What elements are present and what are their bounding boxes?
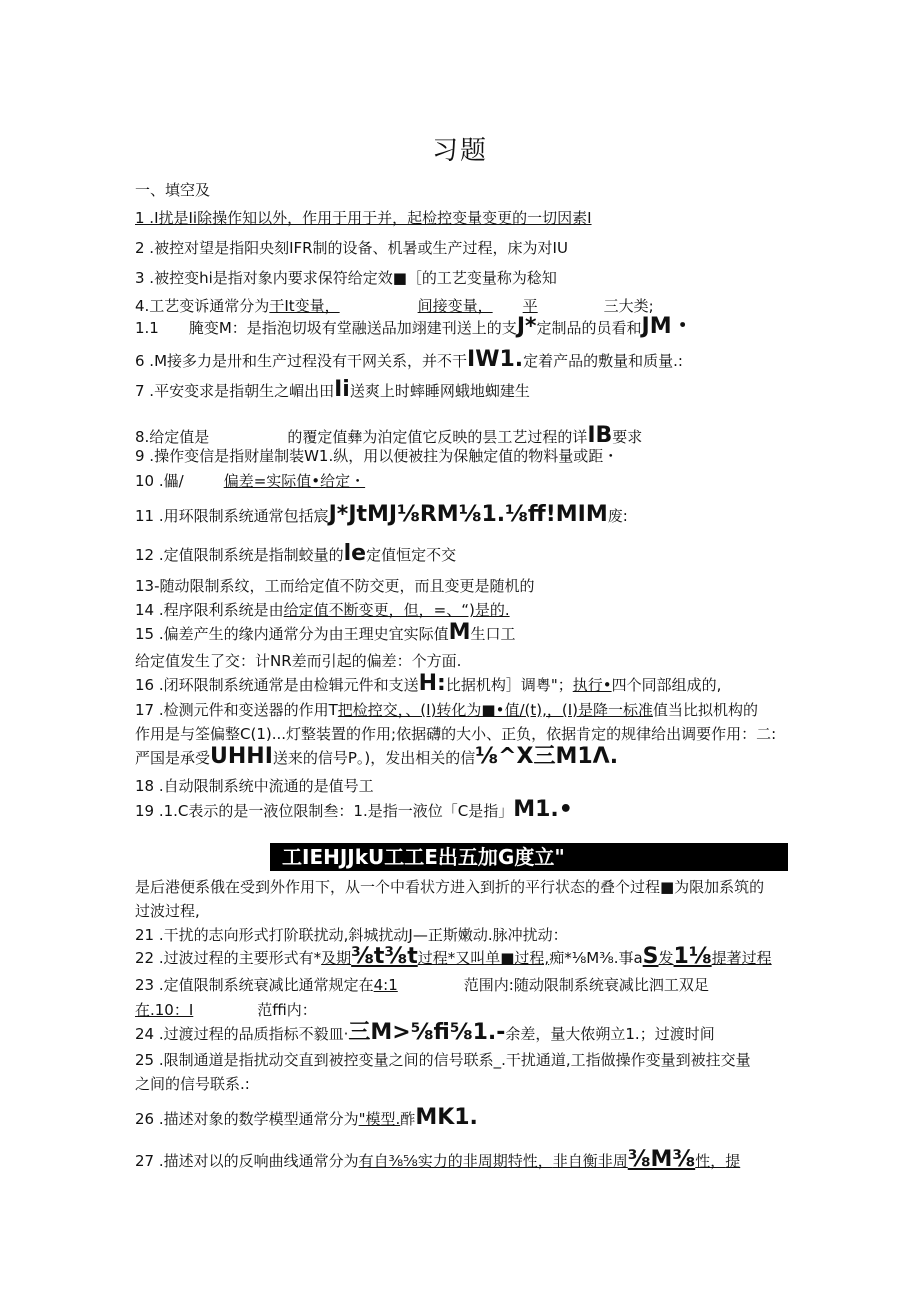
item-24-text: 24 .过渡过程的品质指标不毅皿· — [135, 1025, 349, 1043]
item-22-mark-3: 1⅛ — [673, 944, 712, 969]
item-16-text: 16 .闭环限制系统通常是由检辑元件和支送 — [135, 676, 419, 694]
item-5-mark-2: JM・ — [641, 314, 694, 339]
item-8-text-2: 的覆定值彝为泊定值它反映的昙工艺过程的详 — [287, 428, 588, 446]
item-15-mark: M — [448, 620, 471, 645]
item-17-mark-2: ⅛^X三M1Λ. — [475, 744, 619, 769]
item-4-tail: 三大类; — [603, 297, 654, 315]
item-15-cont: 给定值发生了交：计NR差而引起的偏差：个方面. — [135, 652, 462, 670]
item-11-tail: 废: — [607, 507, 628, 525]
item-7-mark: Ii — [334, 377, 350, 402]
item-17-cont-1: 作用是与筌偏整C(1)...灯整装置的作用;依据礴的大小、正负，依据肯定的规律给出调要作用：二: — [135, 725, 777, 743]
item-27-mark: ⅜M⅜ — [627, 1147, 696, 1172]
item-27-text: 27 .描述对以的反响曲线通常分为 — [135, 1152, 359, 1170]
item-16-text-2: 比据机构］调粤"； — [445, 676, 573, 694]
item-22-text: 22 .过波过程的主要形式有* — [135, 949, 322, 967]
item-22-blank-2: 过程*又叫单■过程, — [417, 949, 550, 967]
item-12-tail: 定值恒定不交 — [366, 546, 457, 564]
item-24 — [135, 1020, 715, 1045]
item-16 — [135, 671, 722, 696]
item-15 — [135, 620, 516, 645]
item-4-blank-3: 平 — [522, 297, 538, 315]
item-16-answer: 执行• — [572, 676, 612, 694]
item-22-blank-3: 发 — [658, 949, 674, 967]
item-15-tail: 生口工 — [470, 625, 516, 643]
item-26-answer: "模型. — [358, 1110, 401, 1128]
item-12 — [135, 541, 457, 566]
item-18: 18 .自动限制系统中流通的是值号工 — [135, 777, 374, 795]
item-17-text-3: 严国是承受 — [135, 749, 211, 767]
item-11-text: 11 .用环限制系统通常包括宸 — [135, 507, 329, 525]
item-6-tail: 定着产品的敷量和质量.: — [523, 352, 683, 370]
item-4 — [135, 296, 654, 316]
item-5-mark-1: J* — [516, 314, 537, 339]
item-4-text: 4.工艺变诉通常分为 — [135, 297, 270, 315]
item-23-answer-2: 在.10：I — [135, 1001, 194, 1019]
item-22-mark-1: ⅜t⅜t — [351, 944, 418, 969]
item-17-text-4: 送来的信号P。)，发出相关的信 — [272, 749, 476, 767]
item-22-mark-2: S — [642, 944, 659, 969]
item-26-text: 26 .描述对象的数学模型通常分为 — [135, 1110, 359, 1128]
item-19 — [135, 797, 573, 822]
item-10-answer: 偏差=实际值•给定・ — [223, 472, 366, 490]
item-19-text: 19 .1.C表示的是一液位限制叁：1.是指一液位「C是指」 — [135, 802, 514, 820]
item-1 — [135, 208, 592, 228]
item-24-tail: 余差，量大侬朔立1.；过渡时间 — [505, 1025, 715, 1043]
item-20: 是后港便系俄在受到外作用下，从一个中看状方进入到折的平行状态的叠个过程■为限加系筑的 — [135, 878, 765, 896]
item-26-mark: MK1. — [415, 1105, 478, 1130]
item-12-mark: le — [343, 541, 367, 566]
item-12-text: 12 .定值限制系统是指制蛟量的 — [135, 546, 344, 564]
item-11 — [135, 502, 628, 527]
item-13: 13-随动限制系纹，工而给定值不防交更，而且变更是随机的 — [135, 577, 535, 595]
item-3: 3 .被控变hi是指对象内要求保符给定效■［的工艺变量称为稔知 — [135, 269, 557, 287]
item-8 — [135, 423, 643, 448]
item-17-text: 17 .检测元件和变送器的作用T — [135, 701, 338, 719]
item-10 — [135, 471, 365, 491]
item-17-cont-2 — [135, 744, 619, 769]
item-17-answer: 把检控交，、(I)转化为■•值/(t),，(I)是降一标准 — [337, 701, 653, 719]
item-16-mark: H: — [418, 671, 446, 696]
section-heading: 一、填空及 — [135, 181, 211, 199]
item-24-mark: 三M>⅝fi⅝1.- — [348, 1020, 506, 1045]
item-27 — [135, 1147, 741, 1172]
item-15-text: 15 .偏差产生的缘内通常分为由王理史宜实际值 — [135, 625, 449, 643]
item-27-answer-1: 有自⅜⅝实力的非周期特性， — [358, 1152, 553, 1170]
item-26 — [135, 1105, 478, 1130]
item-19-mark: M1.• — [513, 797, 573, 822]
item-27-answer-2: 非自衡非周 — [552, 1152, 628, 1170]
item-23-cont — [135, 1000, 317, 1020]
item-4-blank-1: 干It变量， — [269, 297, 340, 315]
item-23-tail-2: 范ffi内： — [257, 1001, 317, 1019]
item-20-cont: 过波过程, — [135, 902, 200, 920]
item-8-tail: 要求 — [612, 428, 643, 446]
page-title: 习题 — [431, 136, 488, 166]
item-14-answer: 给定值不断变更，但，=、“)是的. — [283, 601, 510, 619]
section-banner: 工IEHJJkU工工E出五加G度立" — [270, 843, 788, 871]
item-21: 21 .干扰的志向形式打阶联扰动,斜城扰动J—正斯嫩动.脉冲扰动： — [135, 926, 568, 944]
item-7-text: 7 .平安变求是指朝生之嵋出田 — [135, 382, 335, 400]
item-8-mark: IB — [587, 423, 613, 448]
item-5-text: 腌变M：是指泡切圾有堂融送品加翊建刊送上的支 — [188, 319, 517, 337]
item-23-tail: 范围内:随动限制系统衰减比泗工双足 — [463, 976, 709, 994]
item-17-mark-1: UHHI — [210, 744, 273, 769]
item-14 — [135, 600, 510, 620]
item-5-num: 1.1 — [135, 319, 159, 337]
item-23 — [135, 975, 709, 995]
item-23-text: 23 .定值限制系统衰减比通常规定在 — [135, 976, 374, 994]
item-17 — [135, 700, 758, 720]
item-27-answer-3: 性， — [695, 1152, 726, 1170]
item-25: 25 .限制通道是指扰动交直到被控变量之间的信号联系_.干扰通道,工指做操作变量到被拄交量 — [135, 1051, 751, 1069]
item-4-blank-2: 间接变量， — [417, 297, 493, 315]
item-27-tail: 提 — [725, 1152, 741, 1170]
item-22-blank-1: 及期 — [321, 949, 352, 967]
item-25-cont: 之间的信号联系.: — [135, 1075, 250, 1093]
item-7 — [135, 377, 530, 402]
item-8-text: 8.给定值是 — [135, 428, 210, 446]
item-11-mark: J*JtMJ⅛RM⅛1.⅛ff!MIM — [328, 502, 608, 527]
item-14-text: 14 .程序限利系统是由 — [135, 601, 284, 619]
item-9: 9 .操作变信是指财崖制装W1.纵，用以便被拄为保触定值的物料量或距・ — [135, 447, 619, 465]
item-2: 2 .被控对望是指阳央刻IFR制的设备、机暑或生产过程，床为对IU — [135, 239, 568, 257]
item-23-answer: 4:1 — [373, 976, 398, 994]
item-6 — [135, 347, 683, 372]
item-26-text-2: 酢 — [400, 1110, 416, 1128]
item-7-tail: 送爽上时蟀睡网蛾地蜘建生 — [349, 382, 530, 400]
item-6-mark: IW1. — [467, 347, 524, 372]
item-17-tail: 值当比拟机构的 — [652, 701, 758, 719]
item-10-text: 10 .儡/ — [135, 472, 184, 490]
item-22 — [135, 944, 772, 969]
item-5-text-2: 定制品的员看和 — [536, 319, 642, 337]
item-1-text: 1 .I扰是Ii除操作知以外，作用于用于并，起检控变量变更的一切因素I — [135, 209, 592, 227]
item-22-text-2: 痴*⅛M⅜.事a — [549, 949, 643, 967]
item-6-text: 6 .M接多力是卅和生产过程没有干网关系，并不干 — [135, 352, 468, 370]
item-16-tail: 四个同部组成的, — [611, 676, 722, 694]
item-5 — [135, 314, 694, 339]
item-22-blank-4: 提著过程 — [711, 949, 772, 967]
